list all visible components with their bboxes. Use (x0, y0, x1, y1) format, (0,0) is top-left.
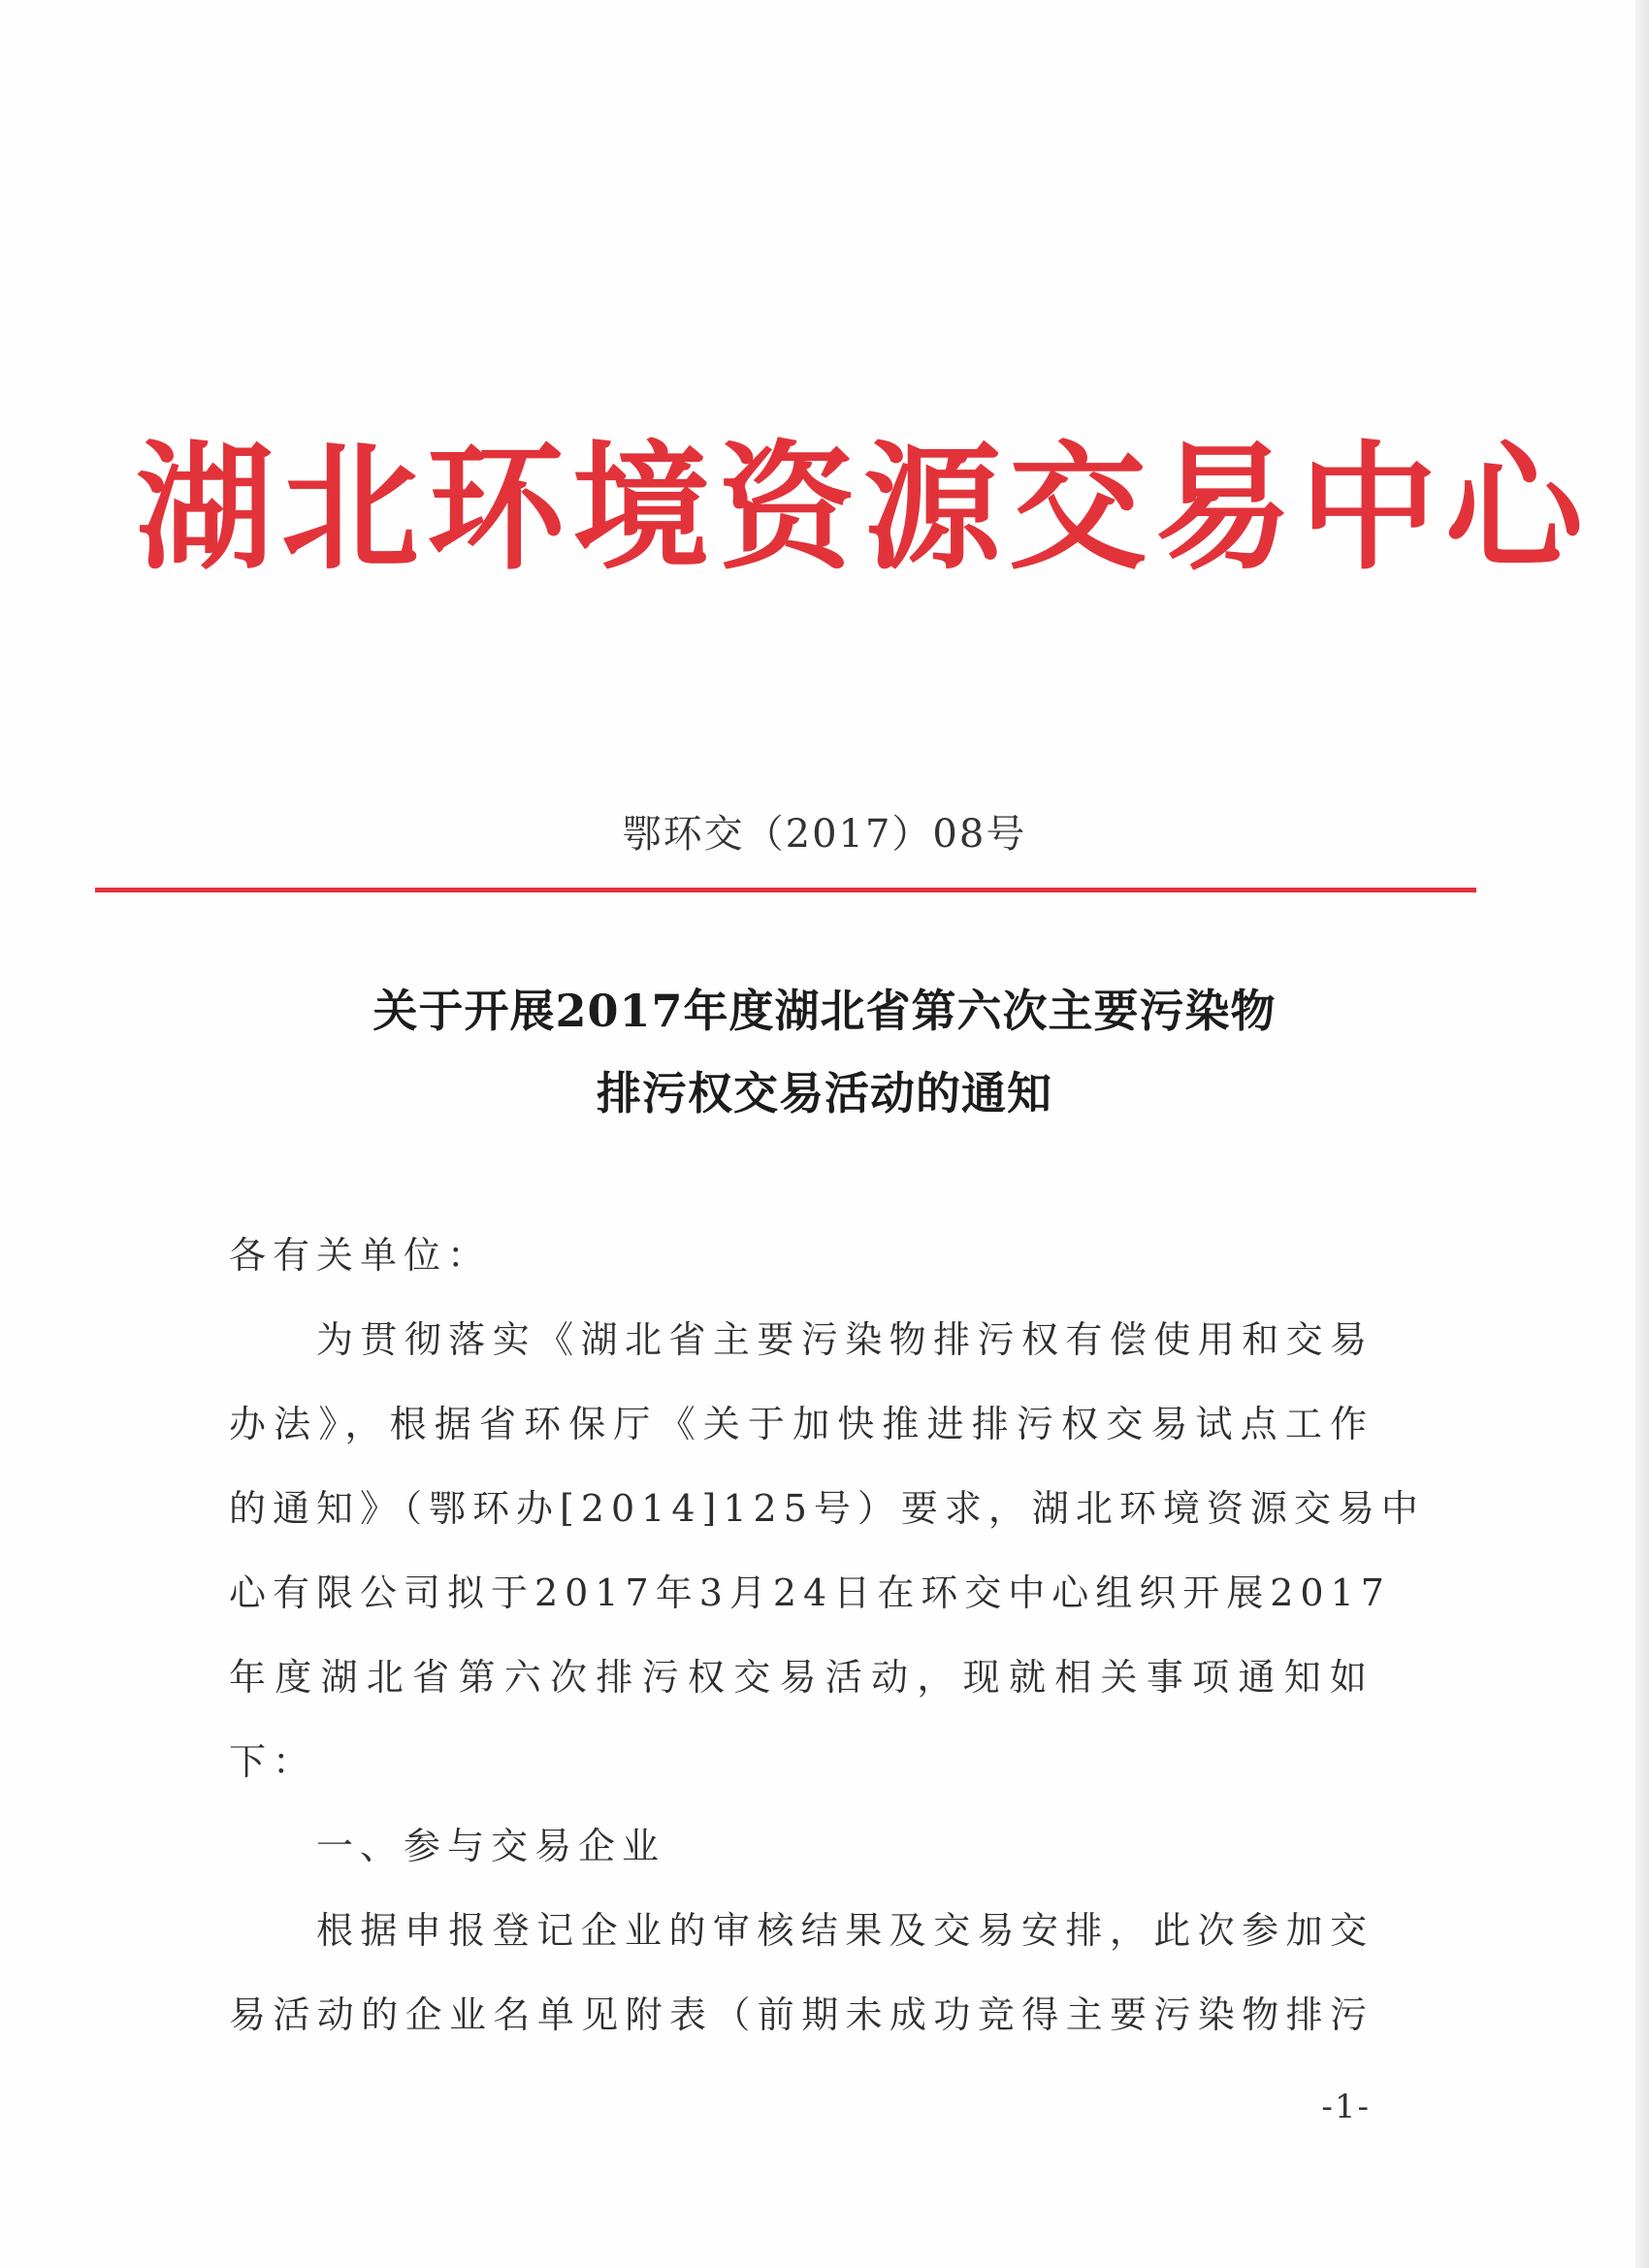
document-number: 鄂环交（2017）08号 (622, 812, 1027, 857)
section-heading: 一、参与交易企业 (316, 1825, 666, 1867)
paragraph-line: 办法》，根据省环保厅《关于加快推进排污权交易试点工作 (229, 1403, 1374, 1445)
paragraph-line: 根据申报登记企业的审核结果及交易安排，此次参加交 (316, 1909, 1374, 1952)
red-divider-line (95, 888, 1476, 892)
page-number: -1- (1321, 2088, 1371, 2126)
paragraph-line: 的通知》（鄂环办[2014]125号）要求，湖北环境资源交易中 (229, 1487, 1425, 1530)
paragraph-line: 易活动的企业名单见附表（前期未成功竞得主要污染物排污 (229, 1993, 1374, 2036)
document-title-line-1: 关于开展2017年度湖北省第六次主要污染物 (372, 985, 1277, 1037)
document-title-line-2: 排污权交易活动的通知 (597, 1067, 1052, 1119)
masthead-organization: 湖北环境资源交易中心 (136, 429, 1591, 589)
page-edge (1635, 0, 1649, 2268)
paragraph-line: 心有限公司拟于2017年3月24日在环交中心组织开展2017 (229, 1571, 1391, 1614)
paragraph-line: 下： (229, 1740, 317, 1783)
paragraph-line: 为贯彻落实《湖北省主要污染物排污权有偿使用和交易 (316, 1318, 1374, 1361)
salutation: 各有关单位： (229, 1234, 492, 1277)
paragraph-line: 年度湖北省第六次排污权交易活动，现就相关事项通知如 (229, 1656, 1374, 1699)
